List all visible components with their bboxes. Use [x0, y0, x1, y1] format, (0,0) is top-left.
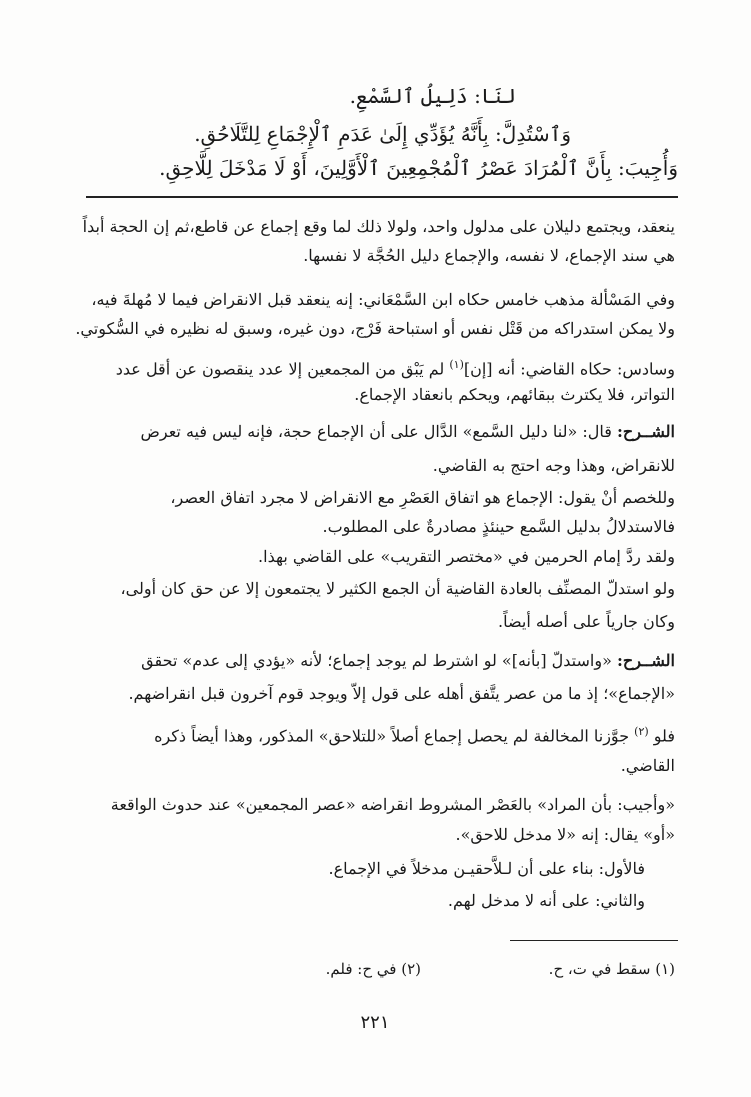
body-line — [141, 648, 675, 674]
footnote-2: (٢) في ح: فلم. — [325, 960, 421, 978]
body-line: فالأول: بناء على أن لـلاَّحقيـن مدخلاً في الإجماع. — [328, 859, 645, 878]
body-line: التواتر، فلا يكترث ببقائهم، ويحكم بانعقاد الإجماع. — [354, 385, 675, 404]
body-text: قال: «لنا دليل السَّمع» الدَّال على أن الإجماع حجة، فإنه ليس فيه تعرض — [140, 422, 612, 441]
matn-line-1: لنَا: دَلِيلُ ٱلسَّمْعِ. — [349, 84, 516, 108]
body-text: وسادس: حكاه القاضي: أنه [إن] — [463, 359, 675, 379]
body-line: ولا يمكن استدراكه من قَتْل نفس أو استباحة فَرْج، دون غيره، وسبق له نظيره في السُّكوتي. — [75, 319, 675, 338]
body-line: وكان جارياً على أصله أيضاً. — [498, 612, 675, 631]
body-text: لم يَبْق من المجمعين إلا عدد ينقصون عن أقل عدد — [115, 359, 445, 379]
body-line — [154, 719, 675, 749]
body-line: «أو» يقال: إنه «لا مدخل للاحق». — [455, 825, 675, 844]
body-line: «وأجيب: بأن المراد» بالعَصْر المشروط انقراضه «عصر المجمعين» عند حدوث الواقعة — [110, 795, 675, 814]
footnote-ref: (٢) — [634, 725, 649, 738]
body-line: وفي المَسْألة مذهب خامس حكاه ابن السَّمْعَاني: إنه ينعقد قبل الانقراض فيما لا مُهلةَ فيه، — [91, 290, 675, 309]
body-line: للانقراض، وهذا وجه احتج به القاضي. — [432, 456, 675, 475]
matn-divider — [86, 196, 678, 198]
sharh-label: الشــرح: — [616, 422, 675, 441]
body-line: هي سند الإجماع، لا نفسه، والإجماع دليل الحُجَّة لا نفسها. — [303, 246, 675, 265]
body-line: والثاني: على أنه لا مدخل لهم. — [447, 891, 645, 910]
body-line: وللخصم أنْ يقول: الإجماع هو اتفاق العَصْرِ مع الانقراض لا مجرد اتفاق العصر، — [170, 488, 675, 507]
body-text: فلو — [653, 726, 675, 746]
body-line: ولقد ردَّ إمام الحرمين في «مختصر التقريب» على القاضي بهذا. — [258, 547, 675, 566]
body-line: فالاستدلالُ بدليل السَّمع حينئذٍ مصادرةٌ على المطلوب. — [322, 517, 675, 536]
body-text: جوَّزنا المخالفة لم يحصل إجماع أصلاً «للتلاحق» المذكور، وهذا أيضاً ذكره — [154, 726, 630, 746]
footnote-ref: (١) — [449, 358, 464, 371]
body-line: ينعقد، ويجتمع دليلان على مدلول واحد، ولولا ذلك لما وقع إجماع عن قاطع،ثم إن الحجة أبداً — [82, 217, 675, 236]
body-text: «واستدلّ [بأنه]» لو اشترط لم يوجد إجماع؛ لأنه «يؤدي إلى عدم» تحقق — [141, 651, 612, 670]
body-line: ولو استدلّ المصنِّف بالعادة القاضية أن الجمع الكثير لا يجتمعون إلا عن حق كان أولى، — [120, 579, 675, 598]
matn-line-2: وَٱسْتُدِلَّ: بِأَنَّهُ يُؤَدِّي إِلَىٰ عَدَمِ ٱلْإِجْمَاعِ لِلتَّلَاحُقِ. — [194, 122, 571, 146]
body-line — [116, 352, 675, 382]
body-line: القاضي. — [620, 756, 675, 775]
page-number: ٢٢١ — [360, 1012, 390, 1033]
footnote-1: (١) سقط في ت، ح. — [548, 960, 675, 978]
body-line: «الإجماع»؛ إذ ما من عصر يتَّفق أهله على قول إلاّ ويوجد قوم آخرون قبل انقراضهم. — [128, 684, 675, 703]
body-line — [141, 419, 675, 445]
matn-line-3: وَأُجِيبَ: بِأَنَّ ٱلْمُرَادَ عَصْرُ ٱلْمُجْمِعِينَ ٱلْأَوَّلِينَ، أَوْ لَا مَدْخَلَ لِلَّاحِقِ. — [159, 156, 678, 180]
footnote-divider — [510, 940, 678, 941]
sharh-label: الشــرح: — [616, 651, 675, 670]
